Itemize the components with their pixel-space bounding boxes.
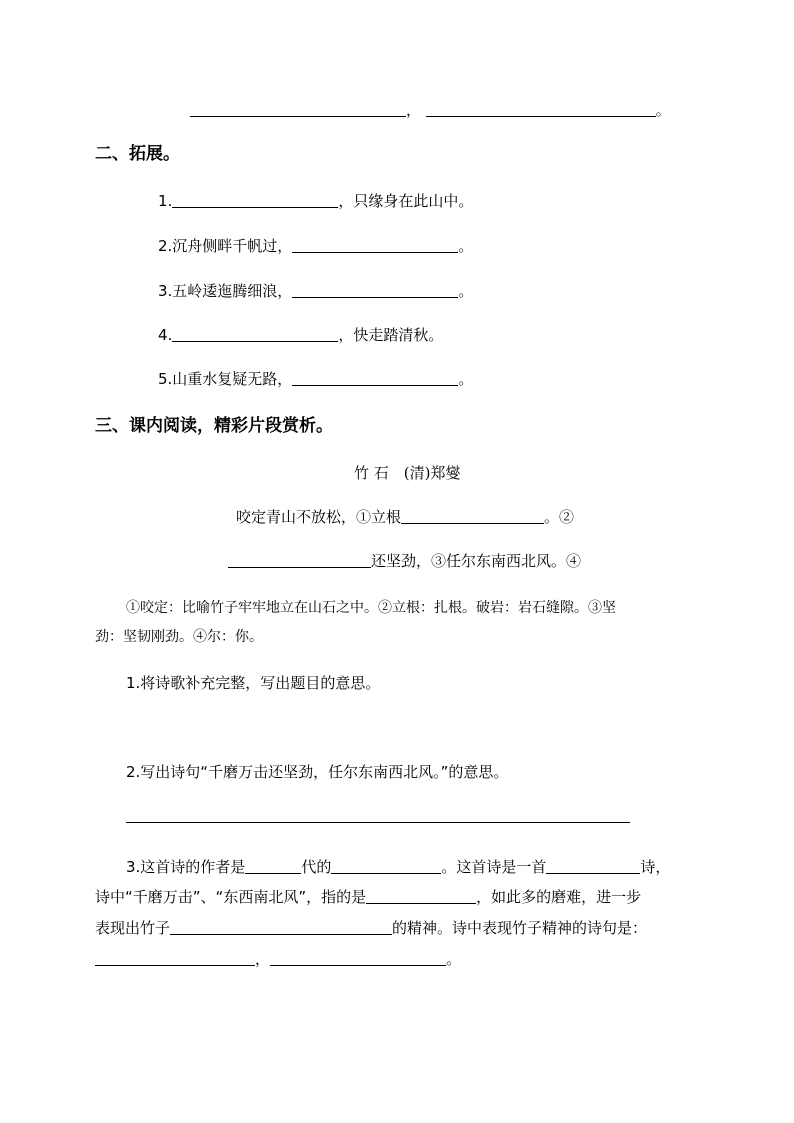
comma: ，	[406, 101, 422, 119]
q3-text: 诗，	[640, 858, 671, 876]
q3-text: ，如此多的磨难，进一步	[476, 888, 642, 906]
blank-line[interactable]	[331, 859, 441, 874]
item-suffix: 。	[458, 370, 474, 388]
period: 。	[655, 101, 671, 119]
item-suffix: ，快走踏清秋。	[338, 326, 444, 344]
blank-line[interactable]	[170, 920, 392, 935]
q3-text: 代的	[301, 858, 332, 876]
item-prefix: 2.沉舟侧畔千帆过，	[158, 237, 293, 255]
annotation-line-2: 劲：坚韧刚劲。④尔：你。	[95, 629, 263, 645]
item-suffix: 。	[458, 237, 474, 255]
list-item	[158, 325, 443, 345]
poem-text: 。②	[544, 508, 575, 526]
section-2-heading: 二、拓展。	[95, 144, 180, 164]
blank-line[interactable]	[172, 193, 338, 208]
q3-text: 。	[446, 950, 462, 968]
list-item	[158, 191, 473, 211]
blank-line[interactable]	[190, 102, 406, 117]
q3-text: 。这首诗是一首	[441, 858, 547, 876]
blank-line[interactable]	[228, 553, 371, 568]
item-prefix: 5.山重水复疑无路，	[158, 370, 293, 388]
blank-line[interactable]	[95, 951, 255, 966]
question-3-line-2	[95, 887, 641, 907]
blank-line[interactable]	[172, 327, 338, 342]
answer-line[interactable]	[126, 821, 630, 823]
section-3-heading: 三、课内阅读，精彩片段赏析。	[95, 416, 333, 436]
poem-text: 咬定青山不放松，①立根	[236, 508, 402, 526]
item-prefix: 3.五岭逶迤腾细浪，	[158, 282, 293, 300]
blank-line[interactable]	[292, 238, 458, 253]
blank-line[interactable]	[292, 283, 458, 298]
q3-text: 3.这首诗的作者是	[126, 858, 246, 876]
q3-text: 的精神。诗中表现竹子精神的诗句是：	[392, 919, 648, 937]
question-1: 1.将诗歌补充完整，写出题目的意思。	[126, 674, 381, 692]
item-suffix: 。	[458, 282, 474, 300]
item-prefix: 4.	[158, 326, 173, 344]
list-item	[158, 236, 473, 256]
q3-text: 表现出竹子	[95, 919, 171, 937]
list-item	[158, 369, 473, 389]
blank-line[interactable]	[245, 859, 301, 874]
poem-title: 竹 石 (清)郑燮	[354, 464, 461, 482]
poem-text: 还坚劲，③任尔东南西北风。④	[371, 552, 582, 570]
blank-line[interactable]	[366, 889, 476, 904]
blank-line[interactable]	[401, 509, 544, 524]
blank-line[interactable]	[270, 951, 446, 966]
question-3-line-3	[95, 918, 647, 938]
poem-line-1	[236, 507, 574, 527]
blank-line[interactable]	[426, 102, 656, 117]
q3-text: 诗中“千磨万击”、“东西南北风”，指的是	[95, 888, 367, 906]
annotation-line-1: ①咬定：比喻竹子牢牢地立在山石之中。②立根：扎根。破岩：岩石缝隙。③坚	[126, 600, 616, 616]
top-fill-row	[190, 100, 671, 120]
item-prefix: 1.	[158, 192, 173, 210]
poem-line-2	[228, 551, 581, 571]
list-item	[158, 281, 473, 301]
q3-text: ，	[255, 950, 271, 968]
blank-line[interactable]	[292, 371, 458, 386]
question-3-line-1	[126, 857, 670, 877]
item-suffix: ，只缘身在此山中。	[338, 192, 474, 210]
question-3-line-4	[95, 949, 461, 969]
question-2: 2.写出诗句“千磨万击还坚劲，任尔东南西北风。”的意思。	[126, 763, 509, 781]
blank-line[interactable]	[546, 859, 640, 874]
